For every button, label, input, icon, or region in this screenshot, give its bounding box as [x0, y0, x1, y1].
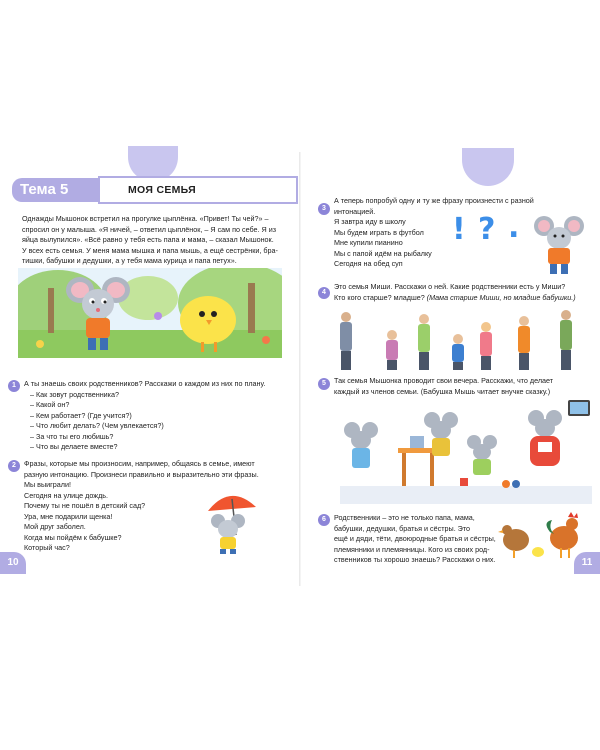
task4-text — [334, 282, 576, 303]
text-line: Мы будем играть в футбол — [334, 227, 424, 237]
text-line: Когда мы пойдём к бабушке? — [24, 532, 122, 542]
family-member-figure — [452, 334, 464, 370]
text-line: разную интонацию. Произнеси правильно и выразительно эти фразы. — [24, 469, 259, 479]
page-number-left: 10 — [0, 552, 26, 574]
task3-text — [334, 196, 534, 270]
text-line: Ура, мне подарили щенка! — [24, 511, 113, 521]
task-number-badge: 6 — [318, 514, 330, 526]
task-number-badge: 2 — [8, 460, 20, 472]
period-mark: . — [508, 210, 520, 245]
topic-header — [12, 178, 298, 202]
page-number-right: 11 — [574, 552, 600, 574]
text-line: Почему ты не пошёл в детский сад? — [24, 501, 146, 510]
question-mark: ? — [478, 212, 496, 247]
text-line: бабушки, дедушки, братья и сёстры. Это — [334, 523, 471, 533]
text-segment: Кто кого старше? младше? — [334, 292, 425, 302]
family-member-figure — [518, 316, 530, 370]
task-number-badge: 5 — [318, 378, 330, 390]
right-page — [300, 152, 600, 586]
family-member-figure — [418, 314, 430, 370]
text-line: Родственники – это не только папа, мама, — [334, 513, 475, 522]
text-line: Сегодня на обед суп — [334, 259, 403, 268]
text-line: ещё и дяди, тёти, двоюродные братья и сёстры, — [334, 534, 496, 543]
text-line: – Что вы делаете вместе? — [30, 442, 118, 451]
title-box — [98, 176, 298, 204]
task1-text — [24, 379, 265, 453]
family-member-figure — [480, 322, 492, 370]
text-line: А теперь попробуй одну и ту же фразу произнести с разной — [334, 196, 534, 205]
text-line: – Какой он? — [30, 400, 70, 409]
left-page — [0, 152, 300, 586]
text-line: Мы выиграли! — [24, 480, 71, 489]
family-member-figure — [386, 330, 398, 370]
task-number-badge: 1 — [8, 380, 20, 392]
exclamation-mark: ! — [452, 212, 466, 247]
text-line: каждый из членов семьи. (Бабушка Мышь читает внучке сказку.) — [334, 386, 551, 396]
text-line: тишки, бабушки и дедушки, а у тебя мама курица и папа петух». — [22, 256, 237, 265]
text-line: спросил он у малыша. «Я ничей, – ответил цыплёнок, – Я сам по себе. Я из — [22, 224, 277, 234]
mouse-and-chick-illustration — [18, 268, 282, 358]
text-line: Который час? — [24, 543, 70, 552]
book-spread — [0, 152, 600, 586]
text-line: – Кем работает? (Где учится?) — [30, 410, 132, 420]
italic-hint: (Мама старше Миши, но младше бабушки.) — [426, 292, 576, 302]
text-line: Однажды Мышонок встретил на прогулке цыплёнка. «Привет! Ты чей?» – — [22, 214, 269, 223]
text-line: Это семья Миши. Расскажи о ней. Какие родственники есть у Миши? — [334, 282, 566, 291]
text-line: – За что ты его любишь? — [30, 431, 114, 441]
text-line: ственников ты хорошо знаешь? Расскажи о них. — [334, 555, 496, 564]
text-line: интонацией. — [334, 206, 376, 216]
text-line: Я завтра иду в школу — [334, 217, 406, 226]
text-line: яйца вылупился». «Всё равно у тебя есть папа и мама, – сказал Мышонок. — [22, 235, 274, 244]
text-line: У всех есть семья. У меня мама мышка и папа мышь, а ещё сестрёнки, бра- — [22, 245, 278, 255]
family-lineup-illustration — [334, 308, 590, 370]
text-line — [334, 293, 576, 304]
text-line: Сегодня на улице дождь. — [24, 490, 109, 500]
text-line: – Как зовут родственника? — [30, 389, 119, 399]
family-member-figure — [560, 310, 572, 370]
text-line: Фразы, которые мы произносим, например, общаясь в семье, имеют — [24, 459, 255, 468]
text-line: Мне купили пианино — [334, 238, 403, 247]
task5-text — [334, 376, 553, 397]
thinking-mouse-illustration — [528, 212, 592, 276]
text-line: Мой друг заболел. — [24, 522, 86, 531]
family-member-figure — [340, 312, 352, 370]
chicken-family-illustration — [498, 512, 586, 562]
text-line: Мы с папой идём на рыбалку — [334, 248, 432, 258]
text-line: племянники и племянницы. Кого из своих род- — [334, 544, 490, 554]
intro-paragraph — [22, 214, 278, 267]
text-line: – Что любит делать? (Чем увлекается?) — [30, 421, 164, 430]
mouse-family-evening-illustration — [340, 400, 592, 504]
task6-text — [334, 513, 496, 566]
text-line: Так семья Мышонка проводит свои вечера. Расскажи, что делает — [334, 376, 554, 385]
mouse-umbrella-illustration — [200, 487, 270, 557]
task-number-badge: 3 — [318, 203, 330, 215]
page-title: МОЯ СЕМЬЯ — [128, 184, 196, 196]
topic-label: Тема 5 — [20, 181, 69, 198]
task-number-badge: 4 — [318, 287, 330, 299]
text-line: А ты знаешь своих родственников? Расскажи о каждом из них по плану. — [24, 379, 266, 388]
